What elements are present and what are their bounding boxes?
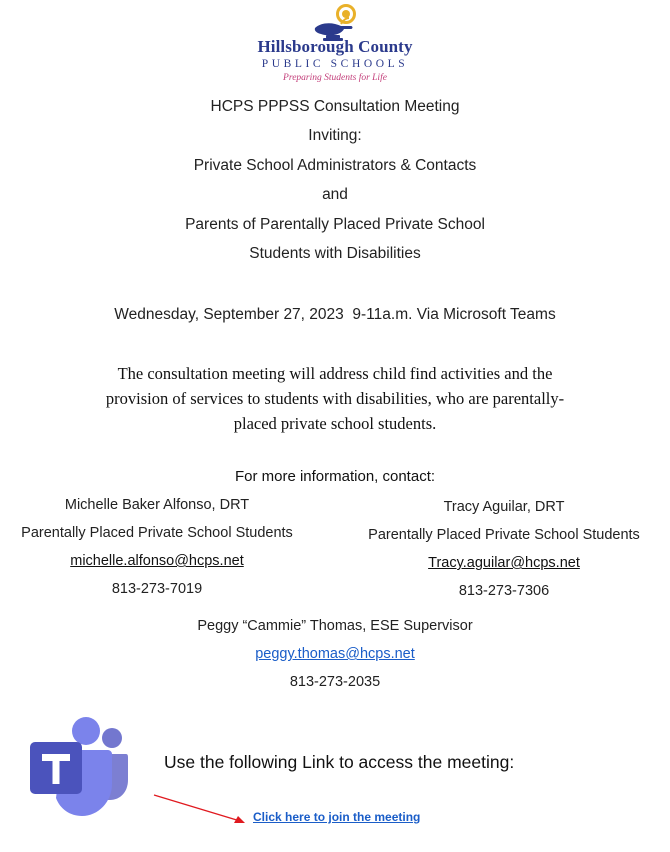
district-logo (245, 2, 425, 90)
invitee-administrators: Private School Administrators & Contacts (193, 157, 477, 174)
contact-left-name: Michelle Baker Alfonso, DRT (64, 497, 250, 513)
contact-right-role: Parentally Placed Private School Students (368, 527, 640, 543)
contact-right-name: Tracy Aguilar, DRT (443, 499, 565, 515)
contact-center-phone: 813-273-2035 (289, 674, 381, 690)
logo-name: Hillsborough County (257, 37, 413, 56)
description-line: provision of services to students with disabilities, who are parentally- (105, 389, 565, 408)
meeting-description (0, 361, 670, 436)
contact-left-email-link[interactable]: michelle.alfonso@hcps.net (70, 553, 244, 569)
contact-right-phone: 813-273-7306 (458, 583, 550, 599)
lamp-torch-icon (311, 2, 361, 42)
invitee-parents: Parents of Parentally Placed Private School (185, 216, 485, 233)
teams-instruction: Use the following Link to access the meeting: (164, 752, 515, 772)
invitee-students: Students with Disabilities (249, 245, 421, 262)
contact-center-name: Peggy “Cammie” Thomas, ESE Supervisor (197, 618, 473, 634)
logo-tagline: Preparing Students for Life (283, 73, 387, 83)
description-line: The consultation meeting will address child find activities and the (117, 364, 553, 383)
logo-subtitle: PUBLIC SCHOOLS (261, 58, 409, 70)
contact-center-email-link[interactable]: peggy.thomas@hcps.net (255, 646, 415, 662)
red-arrow-icon (150, 790, 250, 828)
join-meeting-link[interactable]: Click here to join the meeting (253, 810, 421, 824)
and-text: and (322, 186, 348, 203)
inviting-label: Inviting: (308, 127, 362, 144)
microsoft-teams-icon (28, 716, 128, 816)
contact-left-phone: 813-273-7019 (111, 581, 203, 597)
contact-heading: For more information, contact: (234, 468, 436, 485)
meeting-date: Wednesday, September 27, 2023 9-11a.m. Via Microsoft Teams (114, 306, 556, 323)
meeting-title: HCPS PPPSS Consultation Meeting (210, 98, 460, 115)
contact-left-role: Parentally Placed Private School Students (21, 525, 293, 541)
description-line: placed private school students. (233, 414, 437, 433)
contact-right-email-link[interactable]: Tracy.aguilar@hcps.net (428, 555, 580, 571)
